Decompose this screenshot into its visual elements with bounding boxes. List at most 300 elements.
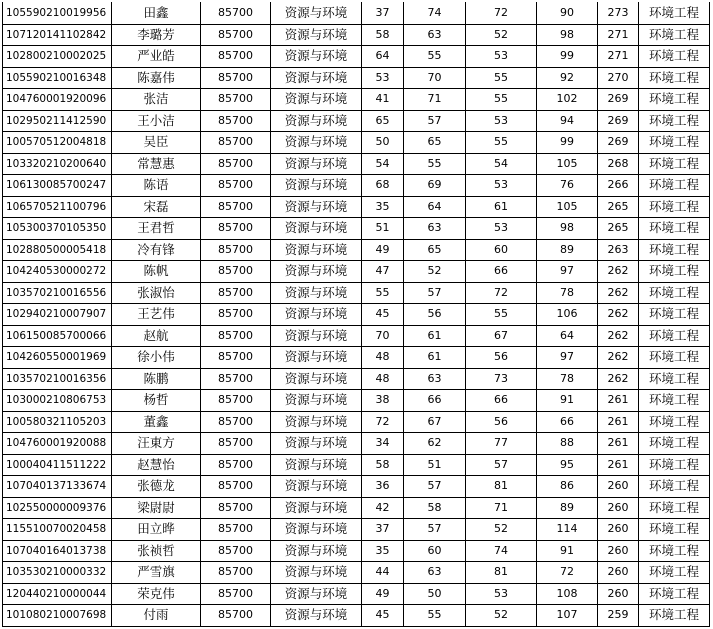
major-code-cell: 85700: [201, 519, 271, 541]
table-row: [3, 476, 710, 498]
score-4-cell: 89: [537, 239, 598, 261]
total-score-cell: 262: [598, 347, 639, 369]
field-cell: 资源与环境: [271, 304, 362, 326]
major-code-cell: 85700: [201, 368, 271, 390]
score-4-cell: 86: [537, 476, 598, 498]
total-score-cell: 265: [598, 196, 639, 218]
name-cell: 赵航: [112, 325, 201, 347]
major-code-cell: 85700: [201, 239, 271, 261]
score-table: [2, 2, 710, 627]
candidate-id-cell: 103000210806753: [3, 390, 112, 412]
total-score-cell: 261: [598, 433, 639, 455]
name-cell: 王艺伟: [112, 304, 201, 326]
field-cell: 资源与环境: [271, 239, 362, 261]
field-cell: 资源与环境: [271, 476, 362, 498]
score-3-cell: 66: [466, 261, 537, 283]
score-4-cell: 98: [537, 24, 598, 46]
score-2-cell: 61: [404, 347, 466, 369]
candidate-id-cell: 104240530000272: [3, 261, 112, 283]
table-row: [3, 454, 710, 476]
major-code-cell: 85700: [201, 24, 271, 46]
candidate-id-cell: 106570521100796: [3, 196, 112, 218]
score-4-cell: 78: [537, 282, 598, 304]
score-3-cell: 53: [466, 110, 537, 132]
name-cell: 李璐芳: [112, 24, 201, 46]
score-1-cell: 58: [362, 454, 404, 476]
major-code-cell: 85700: [201, 132, 271, 154]
score-1-cell: 68: [362, 175, 404, 197]
name-cell: 张祯哲: [112, 540, 201, 562]
major-name-cell: 环境工程: [639, 562, 710, 584]
score-2-cell: 57: [404, 282, 466, 304]
score-4-cell: 91: [537, 540, 598, 562]
score-2-cell: 51: [404, 454, 466, 476]
major-name-cell: 环境工程: [639, 411, 710, 433]
score-2-cell: 70: [404, 67, 466, 89]
candidate-id-cell: 105590210016348: [3, 67, 112, 89]
score-2-cell: 58: [404, 497, 466, 519]
score-3-cell: 55: [466, 89, 537, 111]
name-cell: 宋磊: [112, 196, 201, 218]
major-name-cell: 环境工程: [639, 583, 710, 605]
score-2-cell: 64: [404, 196, 466, 218]
major-code-cell: 85700: [201, 476, 271, 498]
major-name-cell: 环境工程: [639, 175, 710, 197]
score-2-cell: 65: [404, 239, 466, 261]
table-row: [3, 218, 710, 240]
field-cell: 资源与环境: [271, 605, 362, 627]
name-cell: 冷有锋: [112, 239, 201, 261]
field-cell: 资源与环境: [271, 368, 362, 390]
candidate-id-cell: 102550000009376: [3, 497, 112, 519]
candidate-id-cell: 104760001920096: [3, 89, 112, 111]
major-code-cell: 85700: [201, 605, 271, 627]
total-score-cell: 261: [598, 454, 639, 476]
candidate-id-cell: 107040137133674: [3, 476, 112, 498]
score-1-cell: 42: [362, 497, 404, 519]
major-code-cell: 85700: [201, 411, 271, 433]
major-name-cell: 环境工程: [639, 24, 710, 46]
score-4-cell: 95: [537, 454, 598, 476]
score-3-cell: 81: [466, 476, 537, 498]
total-score-cell: 260: [598, 476, 639, 498]
score-1-cell: 55: [362, 282, 404, 304]
score-2-cell: 55: [404, 46, 466, 68]
major-name-cell: 环境工程: [639, 540, 710, 562]
field-cell: 资源与环境: [271, 67, 362, 89]
major-code-cell: 85700: [201, 153, 271, 175]
major-code-cell: 85700: [201, 46, 271, 68]
total-score-cell: 269: [598, 110, 639, 132]
score-2-cell: 57: [404, 519, 466, 541]
major-name-cell: 环境工程: [639, 261, 710, 283]
name-cell: 杨哲: [112, 390, 201, 412]
major-code-cell: 85700: [201, 110, 271, 132]
candidate-id-cell: 106150085700066: [3, 325, 112, 347]
score-4-cell: 108: [537, 583, 598, 605]
name-cell: 田立晔: [112, 519, 201, 541]
table-row: [3, 261, 710, 283]
table-row: [3, 196, 710, 218]
total-score-cell: 270: [598, 67, 639, 89]
score-1-cell: 41: [362, 89, 404, 111]
candidate-id-cell: 107120141102842: [3, 24, 112, 46]
score-2-cell: 62: [404, 433, 466, 455]
score-4-cell: 99: [537, 132, 598, 154]
candidate-id-cell: 100580321105203: [3, 411, 112, 433]
candidate-id-cell: 120440210000044: [3, 583, 112, 605]
total-score-cell: 262: [598, 282, 639, 304]
table-row: [3, 497, 710, 519]
major-name-cell: 环境工程: [639, 368, 710, 390]
score-1-cell: 72: [362, 411, 404, 433]
score-1-cell: 64: [362, 46, 404, 68]
field-cell: 资源与环境: [271, 282, 362, 304]
major-code-cell: 85700: [201, 196, 271, 218]
field-cell: 资源与环境: [271, 24, 362, 46]
total-score-cell: 262: [598, 325, 639, 347]
major-name-cell: 环境工程: [639, 347, 710, 369]
score-3-cell: 54: [466, 153, 537, 175]
score-4-cell: 98: [537, 218, 598, 240]
table-row: [3, 110, 710, 132]
score-3-cell: 72: [466, 282, 537, 304]
total-score-cell: 271: [598, 46, 639, 68]
name-cell: 梁尉尉: [112, 497, 201, 519]
score-4-cell: 97: [537, 261, 598, 283]
score-4-cell: 88: [537, 433, 598, 455]
score-4-cell: 105: [537, 196, 598, 218]
score-4-cell: 102: [537, 89, 598, 111]
field-cell: 资源与环境: [271, 583, 362, 605]
name-cell: 赵慧怡: [112, 454, 201, 476]
total-score-cell: 259: [598, 605, 639, 627]
table-row: [3, 390, 710, 412]
name-cell: 严业皓: [112, 46, 201, 68]
table-row: [3, 46, 710, 68]
table-row: [3, 67, 710, 89]
total-score-cell: 260: [598, 583, 639, 605]
total-score-cell: 260: [598, 497, 639, 519]
score-2-cell: 71: [404, 89, 466, 111]
score-3-cell: 52: [466, 605, 537, 627]
major-name-cell: 环境工程: [639, 325, 710, 347]
table-row: [3, 605, 710, 627]
table-row: [3, 411, 710, 433]
major-code-cell: 85700: [201, 218, 271, 240]
score-3-cell: 55: [466, 304, 537, 326]
major-name-cell: 环境工程: [639, 153, 710, 175]
score-4-cell: 114: [537, 519, 598, 541]
score-3-cell: 60: [466, 239, 537, 261]
name-cell: 张洁: [112, 89, 201, 111]
major-name-cell: 环境工程: [639, 476, 710, 498]
major-name-cell: 环境工程: [639, 497, 710, 519]
total-score-cell: 271: [598, 24, 639, 46]
score-4-cell: 66: [537, 411, 598, 433]
candidate-id-cell: 101080210007698: [3, 605, 112, 627]
candidate-id-cell: 103570210016556: [3, 282, 112, 304]
total-score-cell: 273: [598, 3, 639, 25]
name-cell: 陈嘉伟: [112, 67, 201, 89]
score-2-cell: 63: [404, 218, 466, 240]
score-2-cell: 63: [404, 24, 466, 46]
score-3-cell: 66: [466, 390, 537, 412]
major-name-cell: 环境工程: [639, 132, 710, 154]
major-name-cell: 环境工程: [639, 67, 710, 89]
field-cell: 资源与环境: [271, 196, 362, 218]
table-row: [3, 175, 710, 197]
major-name-cell: 环境工程: [639, 196, 710, 218]
score-1-cell: 54: [362, 153, 404, 175]
field-cell: 资源与环境: [271, 390, 362, 412]
total-score-cell: 269: [598, 132, 639, 154]
total-score-cell: 261: [598, 411, 639, 433]
score-2-cell: 57: [404, 110, 466, 132]
candidate-id-cell: 104260550001969: [3, 347, 112, 369]
name-cell: 王君哲: [112, 218, 201, 240]
total-score-cell: 262: [598, 304, 639, 326]
score-2-cell: 50: [404, 583, 466, 605]
total-score-cell: 262: [598, 368, 639, 390]
name-cell: 张淑怡: [112, 282, 201, 304]
name-cell: 严雪旗: [112, 562, 201, 584]
score-3-cell: 53: [466, 46, 537, 68]
field-cell: 资源与环境: [271, 325, 362, 347]
name-cell: 付雨: [112, 605, 201, 627]
major-code-cell: 85700: [201, 282, 271, 304]
score-1-cell: 47: [362, 261, 404, 283]
score-4-cell: 89: [537, 497, 598, 519]
field-cell: 资源与环境: [271, 454, 362, 476]
major-code-cell: 85700: [201, 390, 271, 412]
name-cell: 王小洁: [112, 110, 201, 132]
major-code-cell: 85700: [201, 497, 271, 519]
candidate-id-cell: 103570210016356: [3, 368, 112, 390]
name-cell: 徐小伟: [112, 347, 201, 369]
score-2-cell: 63: [404, 368, 466, 390]
candidate-id-cell: 106130085700247: [3, 175, 112, 197]
name-cell: 吴臣: [112, 132, 201, 154]
score-2-cell: 61: [404, 325, 466, 347]
field-cell: 资源与环境: [271, 540, 362, 562]
candidate-id-cell: 102940210007907: [3, 304, 112, 326]
candidate-id-cell: 100570512004818: [3, 132, 112, 154]
field-cell: 资源与环境: [271, 132, 362, 154]
total-score-cell: 265: [598, 218, 639, 240]
candidate-id-cell: 107040164013738: [3, 540, 112, 562]
score-3-cell: 52: [466, 24, 537, 46]
score-2-cell: 57: [404, 476, 466, 498]
candidate-id-cell: 105590210019956: [3, 3, 112, 25]
score-1-cell: 65: [362, 110, 404, 132]
score-1-cell: 70: [362, 325, 404, 347]
name-cell: 张德龙: [112, 476, 201, 498]
major-name-cell: 环境工程: [639, 3, 710, 25]
score-4-cell: 105: [537, 153, 598, 175]
score-2-cell: 55: [404, 153, 466, 175]
field-cell: 资源与环境: [271, 218, 362, 240]
score-4-cell: 76: [537, 175, 598, 197]
score-3-cell: 81: [466, 562, 537, 584]
table-row: [3, 583, 710, 605]
field-cell: 资源与环境: [271, 153, 362, 175]
table-row: [3, 282, 710, 304]
field-cell: 资源与环境: [271, 519, 362, 541]
major-name-cell: 环境工程: [639, 605, 710, 627]
candidate-id-cell: 102800210002025: [3, 46, 112, 68]
major-name-cell: 环境工程: [639, 454, 710, 476]
major-name-cell: 环境工程: [639, 433, 710, 455]
name-cell: 陈语: [112, 175, 201, 197]
score-2-cell: 63: [404, 562, 466, 584]
score-3-cell: 77: [466, 433, 537, 455]
score-1-cell: 53: [362, 67, 404, 89]
score-1-cell: 58: [362, 24, 404, 46]
table-row: [3, 239, 710, 261]
major-name-cell: 环境工程: [639, 110, 710, 132]
score-1-cell: 45: [362, 605, 404, 627]
name-cell: 汪東方: [112, 433, 201, 455]
name-cell: 田鑫: [112, 3, 201, 25]
candidate-id-cell: 103320210200640: [3, 153, 112, 175]
score-1-cell: 37: [362, 3, 404, 25]
field-cell: 资源与环境: [271, 110, 362, 132]
score-3-cell: 56: [466, 411, 537, 433]
score-3-cell: 72: [466, 3, 537, 25]
table-row: [3, 325, 710, 347]
score-1-cell: 35: [362, 196, 404, 218]
total-score-cell: 262: [598, 261, 639, 283]
score-2-cell: 67: [404, 411, 466, 433]
candidate-id-cell: 105300370105350: [3, 218, 112, 240]
score-3-cell: 53: [466, 175, 537, 197]
total-score-cell: 268: [598, 153, 639, 175]
field-cell: 资源与环境: [271, 46, 362, 68]
field-cell: 资源与环境: [271, 562, 362, 584]
major-code-cell: 85700: [201, 562, 271, 584]
major-name-cell: 环境工程: [639, 282, 710, 304]
major-code-cell: 85700: [201, 175, 271, 197]
score-1-cell: 48: [362, 347, 404, 369]
major-code-cell: 85700: [201, 89, 271, 111]
candidate-id-cell: 102880500005418: [3, 239, 112, 261]
score-4-cell: 106: [537, 304, 598, 326]
table-row: [3, 562, 710, 584]
major-name-cell: 环境工程: [639, 519, 710, 541]
score-3-cell: 53: [466, 583, 537, 605]
score-1-cell: 35: [362, 540, 404, 562]
total-score-cell: 263: [598, 239, 639, 261]
candidate-id-cell: 102950211412590: [3, 110, 112, 132]
name-cell: 常慧惠: [112, 153, 201, 175]
score-1-cell: 45: [362, 304, 404, 326]
table-row: [3, 368, 710, 390]
table-row: [3, 89, 710, 111]
table-row: [3, 153, 710, 175]
major-name-cell: 环境工程: [639, 239, 710, 261]
score-2-cell: 52: [404, 261, 466, 283]
score-1-cell: 48: [362, 368, 404, 390]
score-1-cell: 50: [362, 132, 404, 154]
score-2-cell: 66: [404, 390, 466, 412]
score-1-cell: 38: [362, 390, 404, 412]
major-code-cell: 85700: [201, 67, 271, 89]
field-cell: 资源与环境: [271, 89, 362, 111]
score-3-cell: 55: [466, 132, 537, 154]
score-3-cell: 73: [466, 368, 537, 390]
major-code-cell: 85700: [201, 325, 271, 347]
major-name-cell: 环境工程: [639, 218, 710, 240]
score-4-cell: 72: [537, 562, 598, 584]
candidate-id-cell: 100040411511222: [3, 454, 112, 476]
total-score-cell: 260: [598, 540, 639, 562]
score-1-cell: 34: [362, 433, 404, 455]
candidate-id-cell: 104760001920088: [3, 433, 112, 455]
score-3-cell: 61: [466, 196, 537, 218]
field-cell: 资源与环境: [271, 411, 362, 433]
score-4-cell: 94: [537, 110, 598, 132]
score-4-cell: 107: [537, 605, 598, 627]
score-1-cell: 49: [362, 239, 404, 261]
field-cell: 资源与环境: [271, 175, 362, 197]
major-code-cell: 85700: [201, 583, 271, 605]
table-body: [3, 3, 710, 627]
score-2-cell: 60: [404, 540, 466, 562]
score-4-cell: 78: [537, 368, 598, 390]
major-code-cell: 85700: [201, 261, 271, 283]
score-2-cell: 74: [404, 3, 466, 25]
total-score-cell: 261: [598, 390, 639, 412]
major-code-cell: 85700: [201, 454, 271, 476]
major-code-cell: 85700: [201, 304, 271, 326]
major-code-cell: 85700: [201, 3, 271, 25]
score-4-cell: 90: [537, 3, 598, 25]
score-1-cell: 49: [362, 583, 404, 605]
table-row: [3, 519, 710, 541]
score-3-cell: 67: [466, 325, 537, 347]
total-score-cell: 260: [598, 519, 639, 541]
score-1-cell: 36: [362, 476, 404, 498]
table-row: [3, 132, 710, 154]
field-cell: 资源与环境: [271, 3, 362, 25]
major-code-cell: 85700: [201, 347, 271, 369]
total-score-cell: 266: [598, 175, 639, 197]
score-2-cell: 65: [404, 132, 466, 154]
field-cell: 资源与环境: [271, 433, 362, 455]
score-3-cell: 71: [466, 497, 537, 519]
field-cell: 资源与环境: [271, 497, 362, 519]
score-1-cell: 51: [362, 218, 404, 240]
name-cell: 荣克伟: [112, 583, 201, 605]
major-code-cell: 85700: [201, 540, 271, 562]
score-3-cell: 53: [466, 218, 537, 240]
score-2-cell: 55: [404, 605, 466, 627]
score-2-cell: 56: [404, 304, 466, 326]
table-row: [3, 433, 710, 455]
name-cell: 陈鹏: [112, 368, 201, 390]
score-4-cell: 92: [537, 67, 598, 89]
major-code-cell: 85700: [201, 433, 271, 455]
table-row: [3, 347, 710, 369]
score-4-cell: 91: [537, 390, 598, 412]
score-1-cell: 44: [362, 562, 404, 584]
major-name-cell: 环境工程: [639, 304, 710, 326]
total-score-cell: 260: [598, 562, 639, 584]
score-1-cell: 37: [362, 519, 404, 541]
score-4-cell: 99: [537, 46, 598, 68]
major-name-cell: 环境工程: [639, 390, 710, 412]
